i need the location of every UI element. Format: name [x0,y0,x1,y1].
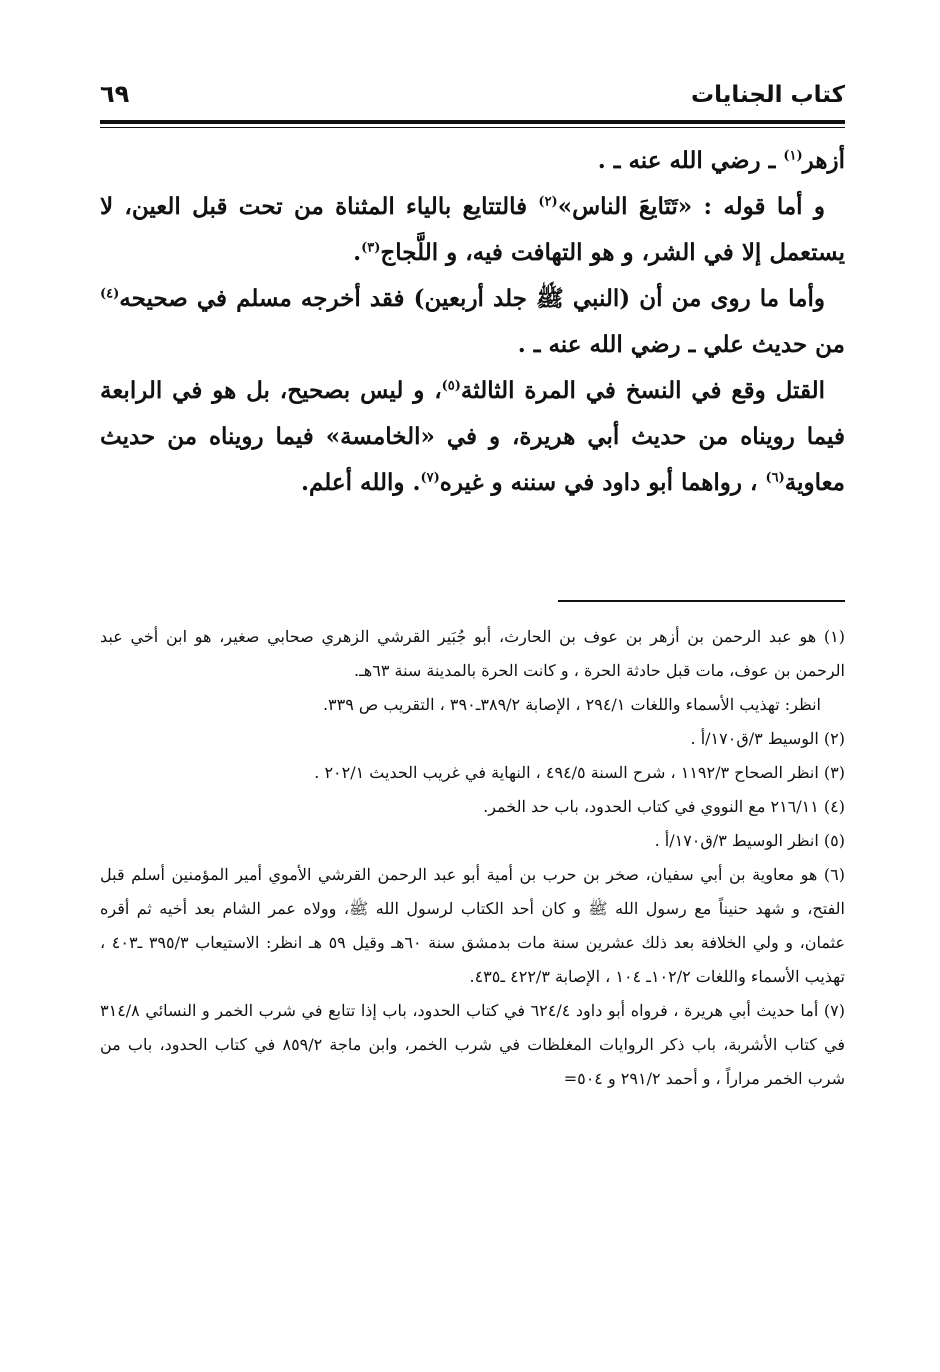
header-rule-thin [100,127,845,128]
footnote-ref: (٦) [765,470,785,486]
footnote-separator [558,600,845,602]
paragraph-1: أزهر$^{(١)}$ ـ رضي الله عنه ـ . [597,147,845,174]
chapter-title: كتاب الجنايات [690,82,845,108]
footnote-ref: (٢) [538,194,558,210]
footnote-6: (٦) هو معاوية بن أبي سفيان، صخر بن حرب بن أمية أبو عبد الرحمن القرشي الأموي أمير المؤمنين أسلم قبل الفتح، و شهد حنيناً مع رسول الله ﷺ و كان أحد الكتاب لرسول الله ﷺ، وولاه عمر الشام بعد أخيه ثم أقره عثمان، و ولي الخلافة بعد ذلك عشرين سنة مات بدمشق سنة ٦٠هـ وقيل ٥٩ هـ انظر: الاستيعاب ٣٩٥/٣ ـ٤٠٣ ، تهذيب الأسماء واللغات ١٠٢/٢ـ ١٠٤ ، الإصابة ٤٢٢/٣ ـ٤٣٥. [100,865,846,986]
footnote-1: (١) هو عبد الرحمن بن أزهر بن عوف بن الحارث، أبو جُبَير القرشي الزهري صحابي صغير، هو ابن أخي عبد الرحمن بن عوف، مات قبل حادثة الحرة ، و كانت الحرة بالمدينة سنة ٦٣هـ. [100,627,845,680]
footnote-ref: (٥) [441,378,461,394]
footnote-5: (٥) انظر الوسيط ٣/ق١٧٠/أ . [654,831,845,850]
paragraph-2: و أما قوله : «تَتَايعَ الناس»$^{(٢)}$ فالتتايع بالياء المثناة من تحت قبل العين، لا يستعمل إلا في الشر، و هو التهافت فيه، و اللَّجاج$^{(٣)}$. [100,193,845,266]
paragraph-4: القتل وقع في النسخ في المرة الثالثة$^{(٥)}$، و ليس بصحيح، بل هو في الرابعة فيما رويناه من حديث أبي هريرة، و في «الخامسة» فيما رويناه من حديث معاوية$^{(٦)}$ ، رواهما أبو داود في سننه و غيره$^{(٧)}$. والله أعلم. [100,377,845,496]
paragraph-3: وأما ما روى من أن (النبي ﷺ جلد أربعين) فقد أخرجه مسلم في صحيحه$^{(٤)}$ من حديث علي ـ رضي الله عنه ـ . [100,285,845,358]
footnote-ref: (٤) [100,286,120,302]
footnote-1-sources: انظر: تهذيب الأسماء واللغات ٢٩٤/١ ، الإصابة ٣٨٩/٢ـ٣٩٠ ، التقريب ص ٣٣٩. [322,695,821,714]
page-number: ٦٩ [100,80,130,108]
footnote-7: (٧) أما حديث أبي هريرة ، فرواه أبو داود ٦٢٤/٤ في كتاب الحدود، باب إذا تتابع في شرب الخمر و النسائي ٣١٤/٨ في كتاب الأشربة، باب ذكر الروايات المغلظات في شرب الخمر، وابن ماجة ٨٥٩/٢ في كتاب الحدود، باب من شرب الخمر مراراً ، و أحمد ٢٩١/٢ و ٥٠٤= [100,1001,846,1088]
footnote-ref: (٣) [361,240,381,256]
header-rule-thick [100,120,845,124]
footnote-4: (٤) ٢١٦/١١ مع النووي في كتاب الحدود، باب حد الخمر. [483,797,845,816]
page-header [100,78,845,118]
footnote-2: (٢) الوسيط ٣/ق١٧٠/أ . [690,729,845,748]
footnote-ref: (١) [783,148,803,164]
footnotes [100,620,845,1096]
footnote-ref: (٧) [420,470,440,486]
main-text [100,138,845,506]
footnote-3: (٣) انظر الصحاح ١١٩٢/٣ ، شرح السنة ٤٩٤/٥ ، النهاية في غريب الحديث ٢٠٢/١ . [314,763,845,782]
